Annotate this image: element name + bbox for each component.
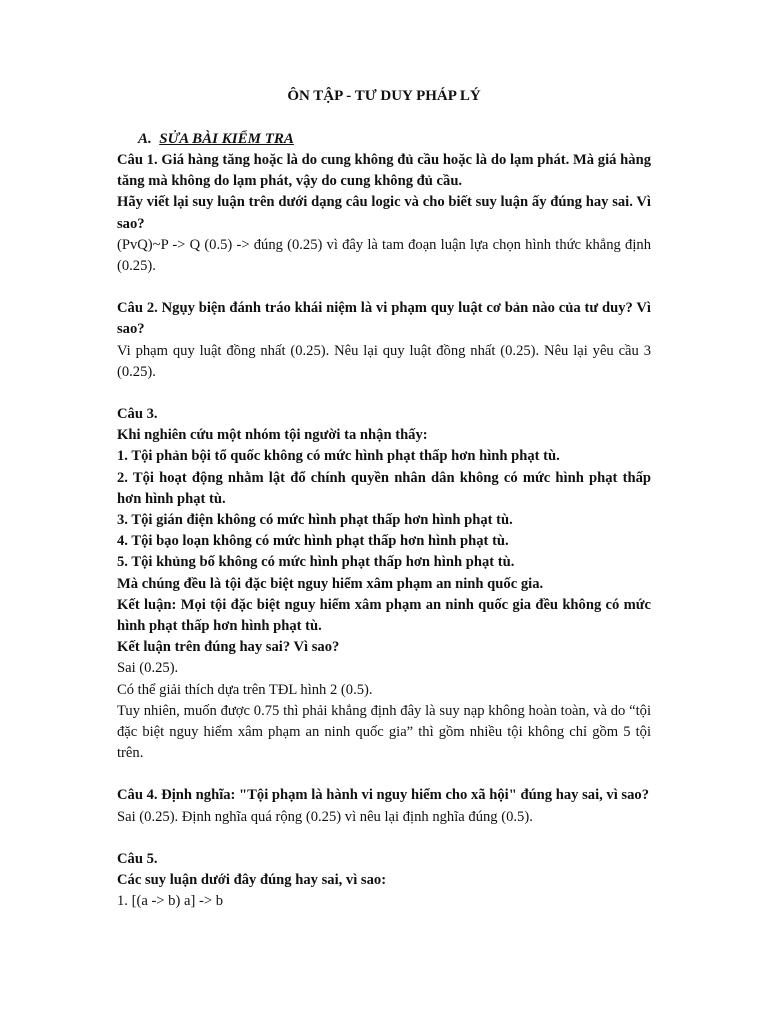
q3-item-1: 1. Tội phản bội tổ quốc không có mức hình phạt thấp hơn hình phạt tù.: [117, 448, 560, 465]
q1-answer: (PvQ)~P -> Q (0.5) -> đúng (0.25) vì đây là tam đoạn luận lựa chọn hình thức khẳng định (0.25).: [117, 236, 651, 275]
q5-task: Các suy luận dưới đây đúng hay sai, vì sao:: [117, 872, 387, 889]
q4-prompt: Câu 4. Định nghĩa: "Tội phạm là hành vi nguy hiểm cho xã hội" đúng hay sai, vì sao?: [117, 787, 650, 804]
q3-item-3: 3. Tội gián điện không có mức hình phạt thấp hơn hình phạt tù.: [117, 512, 513, 529]
q3-label: Câu 3.: [117, 406, 158, 423]
q4-answer: Sai (0.25). Định nghĩa quá rộng (0.25) vì nêu lại định nghĩa đúng (0.5).: [117, 808, 533, 825]
q2-prompt: Câu 2. Ngụy biện đánh tráo khái niệm là vi phạm quy luật cơ bản nào của tư duy? Vì sao?: [117, 300, 651, 338]
q3-intro: Khi nghiên cứu một nhóm tội người ta nhận thấy:: [117, 427, 428, 444]
q1-prompt: Câu 1. Giá hàng tăng hoặc là do cung không đủ cầu hoặc là do lạm phát. Mà giá hàng tăng mà không do lạm phát, vậy do cung không đủ cầu.: [117, 152, 651, 190]
q2-answer: Vi phạm quy luật đồng nhất (0.25). Nêu lại quy luật đồng nhất (0.25). Nêu lại yêu cầu 3 (0.25).: [117, 342, 651, 380]
section-heading: [138, 129, 294, 149]
q1-task: Hãy viết lại suy luận trên dưới dạng câu logic và cho biết suy luận ấy đúng hay sai. Vì sao?: [117, 194, 651, 232]
q5-label: Câu 5.: [117, 850, 158, 867]
q3-item-5: 5. Tội khủng bố không có mức hình phạt thấp hơn hình phạt tù.: [117, 554, 515, 571]
section-marker: A.: [138, 131, 152, 147]
q3-item-2: 2. Tội hoạt động nhằm lật đổ chính quyền nhân dân không có mức hình phạt thấp hơn hình phạt tù.: [117, 469, 651, 507]
q3-answer-2: Có thể giải thích dựa trên TĐL hình 2 (0.5).: [117, 681, 373, 698]
q3-answer-3: Tuy nhiên, muốn được 0.75 thì phải khẳng định đây là suy nạp không hoàn toàn, và do “tội đặc biệt nguy hiểm xâm phạm an ninh quốc gia” thì gồm nhiều tội không chỉ gồm 5 tội trên.: [117, 702, 651, 762]
q3-item-4: 4. Tội bạo loạn không có mức hình phạt thấp hơn hình phạt tù.: [117, 533, 509, 550]
q5-item-1: 1. [(a -> b) a] -> b: [117, 893, 224, 910]
q3-question: Kết luận trên đúng hay sai? Vì sao?: [117, 639, 340, 656]
section-title: SỬA BÀI KIỂM TRA: [159, 131, 294, 147]
page-title: ÔN TẬP - TƯ DUY PHÁP LÝ: [287, 88, 481, 104]
q3-premise: Mà chúng đều là tội đặc biệt nguy hiểm xâm phạm an ninh quốc gia.: [117, 575, 544, 592]
q3-conclusion: Kết luận: Mọi tội đặc biệt nguy hiểm xâm phạm an ninh quốc gia đều không có mức hình phạt thấp hơn hình phạt tù.: [117, 596, 651, 635]
q3-answer-1: Sai (0.25).: [117, 660, 179, 677]
document-body: [117, 150, 651, 913]
